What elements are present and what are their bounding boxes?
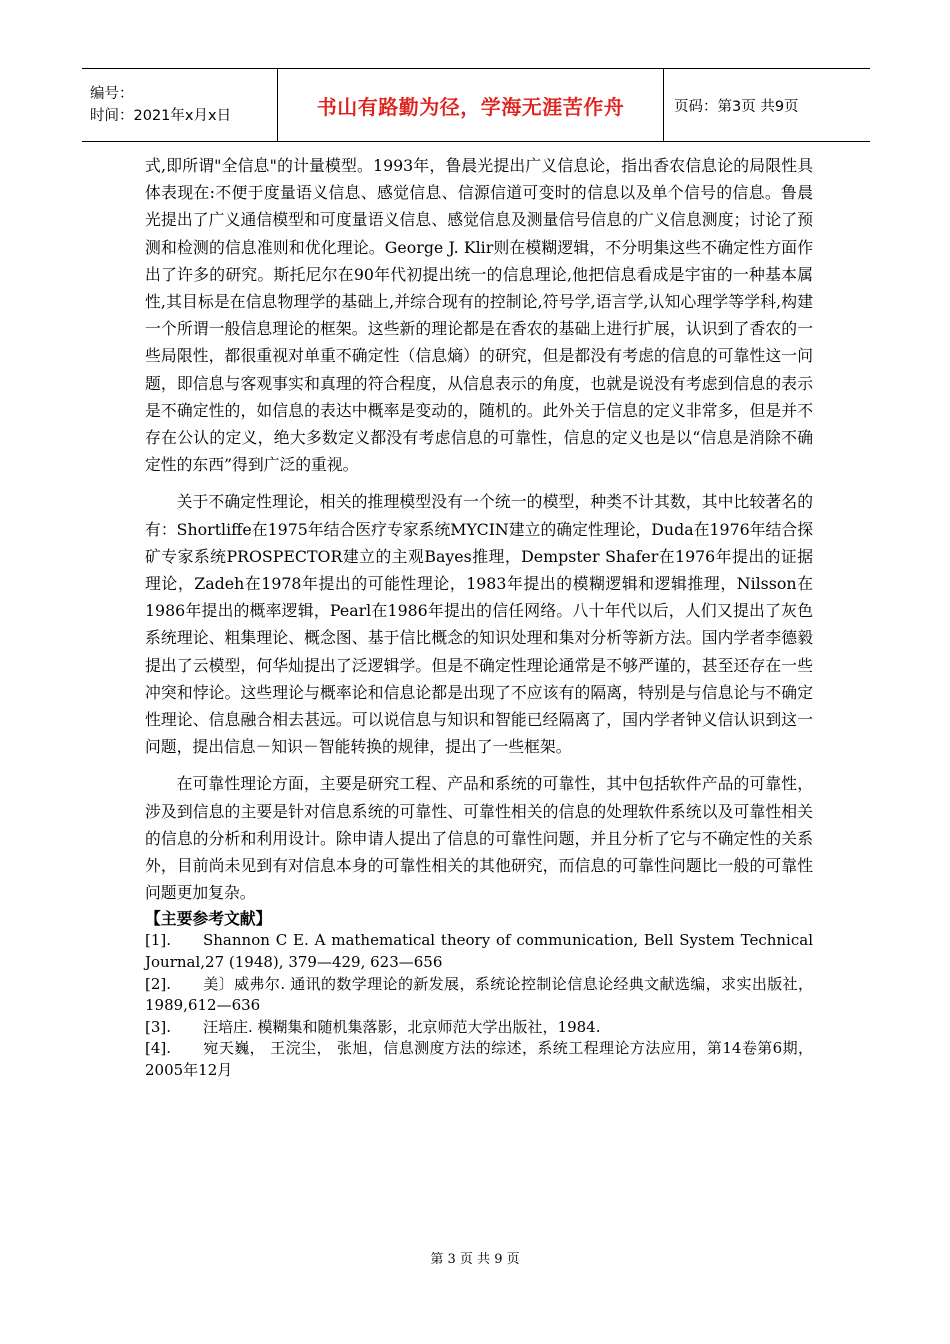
- reference-text: 宛天巍， 王浣尘， 张旭，信息测度方法的综述，系统工程理论方法应用，第14卷第6期，2005年12月: [145, 1039, 813, 1080]
- paragraph-3: 在可靠性理论方面，主要是研究工程、产品和系统的可靠性，其中包括软件产品的可靠性，涉及到信息的主要是针对信息系统的可靠性、可靠性相关的信息的处理软件系统以及可靠性相关的信息的分析和利用设计。除申请人提出了信息的可靠性问题，并且分析了它与不确定性的关系外，目前尚未见到有对信息本身的可靠性相关的其他研究，而信息的可靠性问题比一般的可靠性问题更加复杂。: [145, 774, 813, 903]
- document-date-label: 时间：2021年x月x日: [90, 108, 232, 124]
- document-number-label: 编号：: [90, 86, 134, 102]
- reference-item: [145, 974, 813, 1017]
- reference-item: [145, 1017, 813, 1039]
- reference-text: 汪培庄. 模糊集和随机集落影，北京师范大学出版社，1984.: [203, 1017, 601, 1036]
- reference-number: [3].: [145, 1017, 172, 1036]
- reference-number: [1].: [145, 931, 172, 950]
- reference-item: [145, 1038, 813, 1081]
- reference-text: 美〕威弗尔. 通讯的数学理论的新发展，系统论控制论信息论经典文献选编，求实出版社，1989,612—636: [145, 974, 813, 1015]
- paragraph-1: 式,即所谓"全信息"的计量模型。1993年，鲁晨光提出广义信息论，指出香农信息论的局限性具体表现在:不便于度量语义信息、感觉信息、信源信道可变时的信息以及单个信号的信息。鲁晨光提出了广义通信模型和可度量语义信息、感觉信息及测量信号信息的广义信息测度；讨论了预测和检测的信息准则和优化理论。George J. Klir则在模糊逻辑，不分明集这些不确定性方面作出了许多的研究。斯托尼尔在90年代初提出统一的信息理论,他把信息看成是宇宙的一种基本属性,其目标是在信息物理学的基础上,并综合现有的控制论,符号学,语言学,认知心理学等学科,构建一个所谓一般信息理论的框架。这些新的理论都是在香农的基础上进行扩展，认识到了香农的一些局限性，都很重视对单重不确定性（信息熵）的研究，但是都没有考虑的信息的可靠性这一问题，即信息与客观事实和真理的符合程度，从信息表示的角度，也就是说没有考虑到信息的表示是不确定性的，如信息的表达中概率是变动的，随机的。此外关于信息的定义非常多，但是并不存在公认的定义，绝大多数定义都没有考虑信息的可靠性，信息的定义也是以“信息是消除不确定性的东西”得到广泛的重视。: [145, 156, 813, 475]
- page-header: [82, 68, 870, 142]
- references-title: 【主要参考文献】: [145, 909, 272, 929]
- document-body: [145, 152, 813, 1082]
- header-slogan: 书山有路勤为径，学海无涯苦作舟: [278, 69, 664, 141]
- reference-item: [145, 930, 813, 973]
- header-page-number: 页码：第3页 共9页: [674, 98, 799, 115]
- paragraph-2: 关于不确定性理论，相关的推理模型没有一个统一的模型，种类不计其数，其中比较著名的有：Shortliffe在1975年结合医疗专家系统MYCIN建立的确定性理论，Duda在1976年结合探矿专家系统PROSPECTOR建立的主观Bayes推理，Dempster Shafer在1976年提出的证据理论，Zadeh在1978年提出的可能性理论，1983年提出的模糊逻辑和逻辑推理，Nilsson在1986年提出的概率逻辑，Pearl在1986年提出的信任网络。八十年代以后，人们又提出了灰色系统理论、粗集理论、概念图、基于信比概念的知识处理和集对分析等新方法。国内学者李德毅提出了云模型，何华灿提出了泛逻辑学。但是不确定性理论通常是不够严谨的，甚至还存在一些冲突和悖论。这些理论与概率论和信息论都是出现了不应该有的隔离，特别是与信息论与不确定性理论、信息融合相去甚远。可以说信息与知识和智能已经隔离了，国内学者钟义信认识到这一问题，提出信息－知识－智能转换的规律，提出了一些框架。: [145, 492, 813, 757]
- references-section: [145, 908, 813, 1081]
- reference-number: [2].: [145, 974, 172, 993]
- header-meta: [82, 69, 278, 141]
- reference-text: Shannon C E. A mathematical theory of communication, Bell System Technical Journal,27 (1948), 379—429, 623—656: [145, 931, 813, 972]
- page-footer: 第 3 页 共 9 页: [430, 1252, 520, 1267]
- reference-number: [4].: [145, 1039, 172, 1058]
